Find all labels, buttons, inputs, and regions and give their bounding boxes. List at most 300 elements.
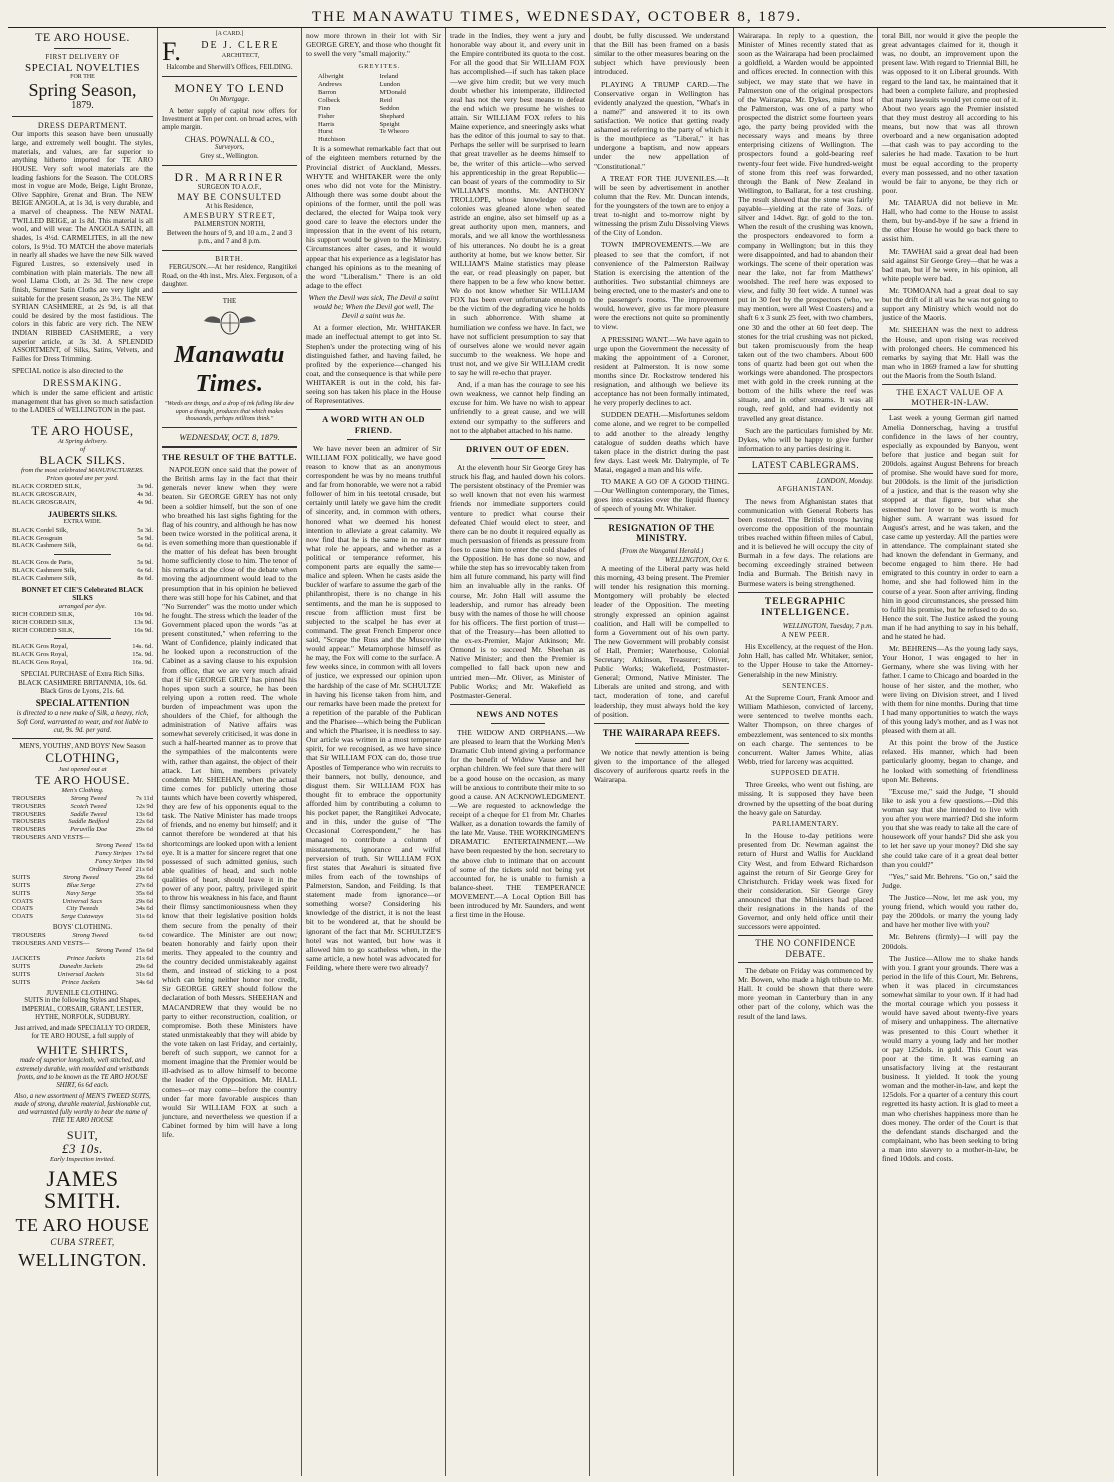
ad-bonnet: BONNET ET CIE'S Celebrated BLACK SILKS xyxy=(21,586,144,603)
article-heading-news: NEWS AND NOTES xyxy=(476,708,559,719)
price-desc: City Tweeds xyxy=(66,905,99,913)
divider xyxy=(738,592,873,593)
greyite-name: M'Donald xyxy=(379,88,406,96)
ad-clere-address: Halcombe and Sherwill's Offices, FEILDING. xyxy=(166,63,293,71)
parliamentary-heading: PARLIAMENTARY. xyxy=(772,819,839,828)
divider xyxy=(162,76,297,77)
price-desc xyxy=(90,940,153,948)
price-row xyxy=(12,611,153,619)
divider xyxy=(12,116,153,117)
ad-just-arrived: Just arrived, and made SPECIALLY TO ORDER, for TE ARO HOUSE, a full supply of xyxy=(14,1024,151,1041)
debate-tomoana: Mr. TOMOANA had a great deal to say but the drift of it all was he was not going to support any Ministry which would not do justice of the Maoris. xyxy=(882,285,1018,323)
greyite-name: Reid xyxy=(379,96,392,104)
resignation-dateline: WELLINGTON, Oct 6. xyxy=(664,555,729,564)
price-desc: Saddle Bedford xyxy=(68,818,109,826)
price-value: 29s 6d xyxy=(135,897,153,905)
price-label: COATS xyxy=(12,897,33,905)
price-row xyxy=(12,651,153,659)
price-label: BLACK CORDED SILK, xyxy=(12,483,82,491)
price-value: 6s 6d. xyxy=(137,567,153,575)
article-reefs-p2: Such are the particulars furnished by Mr. Dykes, who will be happy to give further information to any parties desiring it. xyxy=(738,425,873,453)
price-desc: Strong Tweed xyxy=(70,794,107,802)
price-label: TROUSERS AND VESTS— xyxy=(12,939,90,947)
ad-james-smith: JAMES SMITH. xyxy=(44,1166,121,1213)
divider xyxy=(450,439,585,440)
price-label: BLACK GROSGRAIN, xyxy=(12,491,77,499)
article-battle-continued: now more thrown in their lot with Sir GEORGE GREY, and those who thought fit to swell the very "small majority." xyxy=(306,31,441,59)
price-row xyxy=(12,913,153,921)
price-desc: Prince Jackets xyxy=(61,979,101,987)
price-desc: Peruvilla Doe xyxy=(70,826,108,834)
price-value: 5s 9d. xyxy=(137,534,153,542)
greyite-name: Hutchison xyxy=(318,136,346,144)
ad-te-aro-house-3: TE ARO HOUSE. xyxy=(35,772,130,787)
price-row xyxy=(12,818,153,826)
price-list-b xyxy=(12,527,153,551)
greyite-name: Speight xyxy=(379,120,400,128)
price-value: 35s 6d xyxy=(135,889,153,897)
ad-jauberts: JAUBERTS SILKS. xyxy=(47,509,118,519)
ad-inspection: Early Inspection invited. xyxy=(49,1156,115,1164)
ad-boys: BOYS' CLOTHING. xyxy=(52,923,113,932)
price-row xyxy=(12,567,153,575)
greyite-name: Hurst xyxy=(318,128,333,136)
price-label: BLACK Gros Royal, xyxy=(12,643,68,651)
paper-motto: "Words are things, and a drop of ink falling like dew upon a thought, produces that which makes thousands, perhaps millions think." xyxy=(164,400,295,423)
ad-mens-clothing: Men's Clothing. xyxy=(61,786,104,794)
divider xyxy=(54,638,110,639)
price-row xyxy=(12,971,153,979)
divider xyxy=(54,554,110,555)
price-value: 15s 6d xyxy=(135,842,153,850)
mother-in-law-body: Last week a young German girl named Amelia Donnerschag, having a trustful confidence in the laws of her country, especially as expounded by Banyou, went before that justice and began suit for 200dols. against August Behrens for breach of promise. She would have sued for more, but 200dols. is the limit of the jurisdiction of a justice, and that is the reason why she stopped at that figure, but what she esteemed her lover to be worth is much higher sum. A warrant was issued for August's arrest, and he was taken, and the case came up yesterday. All the parties were in attendance. The complainant stated she had known the defendant in Germany, and become engaged to him there. He had emigrated to this country in order to earn a home, and she had followed him in the course of a year. Soon after arriving, finding him in good circumstances, she pressed him to fulfil his promise, but he refused to do so. Hence the suit. The Justice asked the young man if he had anything to say in his behalf, and he stated he had. xyxy=(882,413,1018,642)
ad-clere-name: DE J. CLERE xyxy=(201,40,280,52)
paper-title-the: THE xyxy=(222,297,237,306)
ad-dressmaking: DRESSMAKING. xyxy=(42,378,123,389)
price-value: 21s 6d xyxy=(135,865,153,873)
price-label: RICH CORDED SILK, xyxy=(12,610,75,618)
price-value: 3s 9d. xyxy=(137,483,153,491)
cable-sub: AFGHANISTAN. xyxy=(777,485,834,494)
resignation-source: (From the Wanganui Herald.) xyxy=(619,547,704,556)
debate-sheehan: Mr. SHEEHAN was the next to address the House, and upon rising was received with prolonged cheers. He commenced his remarks by saying that Mr. Hall was the man who in 1869 framed a law for shutting out the Maoris from the South Island. xyxy=(882,325,1018,380)
price-label: TROUSERS xyxy=(12,810,46,818)
ad-pownall-address: Grey st., Wellington. xyxy=(200,152,259,161)
price-row xyxy=(12,811,153,819)
price-value: 29s 6d xyxy=(135,826,153,834)
column-7 xyxy=(878,28,1022,1476)
mother-in-law-p10: The Justice—Now, let me ask you, my young friend, which would you rather do, pay the 200dols. or marry the young lady and have her mother live with you? xyxy=(882,893,1018,930)
price-desc: Strong Tweed xyxy=(63,873,99,881)
price-row xyxy=(12,890,153,898)
price-value: 17s 6d xyxy=(135,850,153,858)
price-value: 5s 3d. xyxy=(137,526,153,534)
price-row xyxy=(12,858,153,866)
divider xyxy=(594,518,729,519)
ad-wellington: WELLINGTON. xyxy=(18,1250,147,1270)
ad-spring-season: Spring Season, xyxy=(28,79,137,100)
no-confidence-body: The debate on Friday was commenced by Mr. Bowen, who made a high tribute to Mr. Hall. It could be shown that there were more yeoman in Canterbury than in any other part of the colony, which was the result of the land laws. xyxy=(738,965,873,1021)
ad-white-shirts-body: made of superior longcloth, well stitched, and extremely durable, with moulded and wristbands fronts, and to be known as the TE ARO HOUSE SHIRT, 6s 6d each. xyxy=(16,1057,149,1089)
greyite-name: Shephard xyxy=(379,112,405,120)
price-desc: Fancy Stripes xyxy=(95,858,132,866)
mother-in-law-p11: Mr. Behrens (firmly)—I will pay the 200dols. xyxy=(882,932,1018,951)
greyite-name: Ireland xyxy=(379,73,399,81)
ad-first-delivery: FIRST DELIVERY OF xyxy=(45,53,120,62)
price-value: 31s 6d xyxy=(135,971,153,979)
price-row xyxy=(12,527,153,535)
ad-just-opened: Just opened out at xyxy=(58,765,107,773)
article-heading-mother-in-law: THE EXACT VALUE OF A MOTHER-IN-LAW. xyxy=(882,384,1018,410)
divider xyxy=(635,743,689,744)
ad-for-the: FOR THE xyxy=(70,73,95,80)
ad-suit-price: £3 10s. xyxy=(61,1140,104,1156)
price-label: BLACK Grosgrain xyxy=(12,534,63,542)
price-label: TROUSERS xyxy=(12,802,46,810)
ad-te-aro-house-2: TE ARO HOUSE, xyxy=(31,423,134,438)
price-desc: Strong Tweed xyxy=(72,931,109,939)
price-desc xyxy=(90,834,153,842)
ad-dr-street: AMESBURY STREET, xyxy=(183,211,276,221)
ad-card-label: [A CARD.] xyxy=(215,31,244,37)
ad-te-aro-title: TE ARO HOUSE. xyxy=(35,30,130,44)
greyite-name: Colbeck xyxy=(318,96,340,104)
column-5 xyxy=(590,28,734,1476)
divider xyxy=(54,419,110,420)
divider xyxy=(450,704,585,705)
column-1-advertisement xyxy=(8,28,158,1476)
divider xyxy=(162,165,297,166)
price-row xyxy=(12,491,153,499)
columns xyxy=(8,28,1106,1476)
mother-in-law-p7: At this point the brow of the Justice relaxed. His manner, which had been particularly gloomy, began to change, and he looked with something of friendliness upon Mr. Behrens. xyxy=(882,738,1018,784)
paper-dateline: WEDNESDAY, OCT. 8, 1879. xyxy=(179,431,280,442)
article-verse: When the Devil was sick, The Devil a saint would be; When the Devil got well, The Devil a saint was he. xyxy=(308,293,439,321)
price-value: 18s 9d xyxy=(135,858,153,866)
debate-continued: toral Bill, nor would it give the people the great advantages claimed for it, though it was, no doubt, an improvement upon the present law. With regard to Triennial Bill, he was opposed to it on Liberal grounds. With regard to the land tax, he maintained that it had been a complete failure, and prophesied that many lawsuits would yet come out of it. About two years ago the Premier insisted that they must destroy all according to his means, but now that was all thrown overboard and a new organisation adopted—that cash was to pay according to the saleries he had made. Taxation to be hurt must be equal according to the property every man possessed, and no other taxation would be fair to anyone, be they rich or poor. xyxy=(882,31,1018,195)
price-value: 6s 6d xyxy=(138,931,153,939)
ad-special-notice: SPECIAL notice is also directed to the xyxy=(12,366,124,375)
price-list-e xyxy=(12,643,153,667)
news-good-thing: TO MAKE A GO OF A GOOD THING.—Our Wellington contemporary, the Times, goes into ecstasies over the liquid fluency of speech of young Mr. Whitaker. xyxy=(594,477,729,514)
ad-special-purchase: SPECIAL PURCHASE of Extra Rich Silks. BLACK CASHMERE BRITANNIA, 10s. 6d. Black Gros de Lyons, 21s. 6d. xyxy=(18,670,147,695)
price-row xyxy=(12,963,153,971)
price-value: 22s 6d xyxy=(135,818,153,826)
divider xyxy=(347,439,401,440)
divider xyxy=(306,409,441,410)
price-row xyxy=(12,499,153,507)
divider xyxy=(162,427,297,428)
price-row xyxy=(12,947,153,955)
ad-dress-department: DRESS DEPARTMENT. xyxy=(37,120,128,130)
price-label: BLACK Gros Royal, xyxy=(12,659,68,667)
price-row xyxy=(12,842,153,850)
greyites-list xyxy=(306,61,441,144)
debate-taiarua: Mr. TAIARUA did not believe in Mr. Hall, who had come to the House to assist them, but by-and-bye if he saw a friend in the other House he would go back there to assist him. xyxy=(882,197,1018,244)
masthead xyxy=(8,6,1106,28)
article-heading-reefs: THE WAIRARAPA REEFS. xyxy=(602,727,721,738)
greyite-name: Allwright xyxy=(318,73,344,81)
price-label: BLACK Cordel Silk, xyxy=(12,526,68,534)
ad-special-attention-body: is directed to a new make of Silk, a heavy, rich, Soft Cord, warranted to wear, and not liable to cut, 9s. 9d. per yard. xyxy=(16,709,149,734)
birth-heading: BIRTH. xyxy=(215,254,244,263)
price-label: BLACK GROSGRAIN, xyxy=(12,498,77,506)
price-row xyxy=(12,850,153,858)
price-value: 34s 6d xyxy=(135,905,153,913)
column-2 xyxy=(158,28,302,1476)
article-news-body: THE WIDOW AND ORPHANS.—We are pleased to learn that the Working Men's Dramatic Club intend giving a performance for the benefit of Widow Vause and her orphan children. We feel sure that there will be a good house on the occasion, as many will be anxious to contribute their mite to so good a cause. AN ACKNOWLEDGMENT.—We are requested to acknowledge the receipt of a cheque for £1 from Mr. Charles Walker, as a donation towards the family of the late Mr. Vause. THE WORKINGMEN'S DRAMATIC ENTERTAINMENT.—We have been requested by the hon. secretary to the above club to intimate that on account of some of the tickets sold not being yet accounted for, he is unable to furnish a balance-sheet. THE TEMPERANCE MOVEMENT.—A Local Option Bill has been introduced by Mr. Saunders, and went a first time in the House. xyxy=(450,728,585,920)
tel-body: His Excellency, at the request of the Hon. John Hall, has called Mr. Whitaker, senior, to the Upper House to take the Attorney-Generalship in the new Ministry. xyxy=(738,642,873,679)
divider xyxy=(162,250,297,251)
price-row xyxy=(12,932,153,940)
divider xyxy=(12,738,153,739)
ad-jauberts-sub: EXTRA WIDE. xyxy=(63,519,102,526)
price-row xyxy=(12,979,153,987)
price-desc: Dunedin Jackets xyxy=(59,963,103,971)
ad-dressmaking-body: which is under the same efficient and artistic management that has given so much satisfaction to the LADIES of WELLINGTON in the past. xyxy=(12,389,153,415)
ad-pownall: CHAS. POWNALL & CO., xyxy=(184,134,275,144)
price-row xyxy=(12,643,153,651)
divider xyxy=(162,446,297,448)
price-row xyxy=(12,619,153,627)
price-row xyxy=(12,882,153,890)
price-desc: Strong Tweed xyxy=(95,947,132,955)
price-row xyxy=(12,826,153,834)
greyite-name: Finn xyxy=(318,104,331,112)
price-row xyxy=(12,535,153,543)
ad-dr-consult: MAY BE CONSULTED xyxy=(177,192,282,203)
ad-bonnet-sub: arranged per dye. xyxy=(58,602,107,610)
price-label: BLACK Cashmere Silk, xyxy=(12,567,77,575)
news-town-improvements: TOWN IMPROVEMENTS.—We are pleased to see that the comfort, if not convenience of the Palmerston Railway Station is exercising the attention of the authorities. Two substantial chimneys are being erected, one to the master's and one to the passenger's rooms. The improvement would, however, give us far more pleasure were the erections not quite so prominently to view. xyxy=(594,240,729,332)
tel-dateline: WELLINGTON, Tuesday, 7 p.m. xyxy=(782,622,873,631)
price-row xyxy=(12,905,153,913)
price-value: 16s 9d. xyxy=(133,626,153,634)
price-label: SUITS xyxy=(12,873,31,881)
article-reefs-body: We notice that newly attention is being given to the importance of the alleged discovery of auriferous quartz reefs in the Wairarapa. xyxy=(594,747,729,784)
greyite-name: Harris xyxy=(318,120,335,128)
price-label: COATS xyxy=(12,905,33,913)
ad-year: 1879. xyxy=(71,99,94,111)
ad-cuba-street: CUBA STREET, xyxy=(50,1237,115,1247)
article-heading-resignation: RESIGNATION OF THE MINISTRY. xyxy=(608,522,715,544)
price-row xyxy=(12,874,153,882)
ad-of: of xyxy=(79,446,86,454)
article-heading-cablegrams: LATEST CABLEGRAMS. xyxy=(738,457,873,474)
greyite-name: Fisher xyxy=(318,112,335,120)
divider xyxy=(594,723,729,724)
masthead-crest-icon xyxy=(200,309,260,337)
price-row xyxy=(12,955,153,963)
ad-juvenile: JUVENILE CLOTHING. xyxy=(46,989,119,997)
ad-dr-name: DR. MARRINER xyxy=(174,169,285,184)
article-heading-no-confidence: THE NO CONFIDENCE DEBATE. xyxy=(738,935,873,963)
price-label: SUITS xyxy=(12,963,31,971)
news-sudden-death: SUDDEN DEATH.—Misfortunes seldom come alone, and we regret to be compelled to add another to the already lengthy catalogue of sudden deaths which have taken place in the district during the past few days. Last week Mr. Dalrymple, of Te Matai, engaged a man and his wife. xyxy=(594,410,729,475)
column-6 xyxy=(734,28,878,1476)
price-label: SUITS xyxy=(12,889,31,897)
price-value: 5s 9d. xyxy=(137,559,153,567)
ad-clothing: CLOTHING, xyxy=(45,750,120,766)
ad-black-silks: BLACK SILKS. xyxy=(39,453,126,468)
price-value: 12s 9d xyxy=(135,802,153,810)
greyite-name xyxy=(380,136,442,144)
news-trump-card: PLAYING A TRUMP CARD.—The Conservative organ in Wellington has evidently analyzed the question, "What's in a name?" and answered it to its own satisfaction. We notice that getting ready ashamed as referring to the party of which it is the mouthpiece as "Liberal," it has undergone a baptism, and now appears under the new appellation of "Constitutional." xyxy=(594,79,729,171)
divider xyxy=(162,292,297,293)
ad-clere-initial: F. xyxy=(162,40,181,64)
price-desc: Prince Jackets xyxy=(66,955,106,963)
price-row xyxy=(12,483,153,491)
price-value: 7s 11d xyxy=(135,794,153,802)
ad-spring-delivery: At Spring delivery. xyxy=(57,438,108,446)
price-label: SUITS xyxy=(12,979,31,987)
divider xyxy=(491,723,545,724)
price-value: 10s 9d. xyxy=(133,610,153,618)
price-value: 8s 6d. xyxy=(137,575,153,583)
paper-title: Manawatu Times. xyxy=(174,341,285,397)
price-label: TROUSERS xyxy=(12,818,46,826)
column-4 xyxy=(446,28,590,1476)
ad-black-silks-sub: from the most celebrated MANUFACTURERS. Prices quoted are per yard. xyxy=(21,467,144,483)
greyite-name: Andrews xyxy=(318,81,342,89)
price-label: BLACK Cashmere Silk, xyxy=(12,575,77,583)
price-value: 16s. 9d. xyxy=(132,659,153,667)
mother-in-law-p8: "Excuse me," said the Judge, "I should like to ask you a few questions.—Did this woman say that she intended to live with you after you were married? Did she inform you that she was ready to take all the care of housework off your hands? Did she ask you to let her save up your money? Did she say she could take care of it a great deal better than you could?" xyxy=(882,786,1018,869)
price-row xyxy=(12,659,153,667)
article-word-body: We have never been an admirer of Sir WILLIAM FOX politically, we have good reason to know that as an anonymous correspondent he was by no means truthful and far from honorable, we were not a rabid follower of him in his teetotal crusade, but certainly until lately we gave him the credit of sincerity, and, in common with others, honored what we deemed his honest intention to alleviate a great calamity. We now find that he is the same in no matter what role he appears, and whether as a political or temperance reformer, his component parts are equally the same—malice and spleen. When he casts aside the buckler of warfare to assume the garb of the philanthropist, there is no change in his sentiments, and the man he is supposed to rescue from affliction must first be subjected to the scalpel he has ever at command. The great French Emperor once said, "Scrape the Russ and the Muscovite would appear." Metamorphose himself as he may, the Fox will come to the surface. A few weeks since, in common with all lovers of justice, we expressed our opinion upon the hardship of the case of Mr. SCHULTZE in having his license taken from him, and our remarks have been made the pretext for a repetition of the parable of the Publican and the Pharisee—which being the Publican and which the Pharisee, it is needless to say. Our article was written in a most temperate spirit, for we recognised, as we have since that Sir WILLIAM FOX can do, those true Apostles of Temperance who win recruits to their banners, not bully, denounce, and disgust them. Sir WILLIAM FOX has thought fit to embrace the opportunity afforded him by contributing a column to his pocket paper, the Rangitikei Advocate, and in this, under the guise of "The Occasional Correspondent," he has managed to contribute a column of misstatements, ignorance and wilful perversion of truth. Sir WILLIAM FOX first states that Awahuri is situated five miles from each of the townships of Palmerston, Sandon, and Feilding. Is that statement made from ignorance—or something worse? Considering his knowledge of the district, it is not the least bit to be wondered at, that he should be ignorant of the fact that Mr. SCHULTZE'S hotel was not wanted, but how was it allowed him to go scatheless when, in the same article, a new hotel was advocated for Feilding, where there were two already? xyxy=(306,443,441,972)
price-value: 14s. 6d. xyxy=(132,643,153,651)
divider xyxy=(54,48,110,49)
divider xyxy=(491,458,545,459)
greyite-name: Te Wheoro xyxy=(379,128,409,136)
price-label: SUITS xyxy=(12,971,31,979)
article-battle-p2: It is a somewhat remarkable fact that out of the eighteen members returned by the Provincial district of Auckland, Messrs. WHYTE and WHITAKER were the only ones who did not vote for the Ministry. Although there was some doubt about the opinions of the former, until the poll was declared, the elected for Waipa took very good care to leave the electors under the impression that in the event of his return, his support would be given to the Ministry. Circumstances alter cases, and it would appear that his experience as a legislator has changed his opinions as to the meaning of the word "Liberalism." There is an old adage to the effect xyxy=(306,144,441,290)
news-juveniles: A TREAT FOR THE JUVENILES.—It will be seen by advertisement in another column that the Rev. Mr. Duncan intends, for the youngsters of the town are to enjoy a treat to-night and to-morrow night by witnessing the prism Zulu Dissolving Views of the City of London. xyxy=(594,173,729,238)
ad-special-attention: SPECIAL ATTENTION xyxy=(35,698,130,709)
price-value: 4s 3d. xyxy=(137,491,153,499)
price-list-a xyxy=(12,483,153,507)
ad-clere-title: ARCHITECT, xyxy=(221,52,260,60)
price-desc: Universal Jackets xyxy=(57,971,105,979)
price-desc: Serge Cutaways xyxy=(61,913,104,921)
greyite-name: Barron xyxy=(318,88,337,96)
article-battle-body: NAPOLEON once said that the power of the British arms lay in the fact that their generals never knew when they were beaten. Sir GEORGE GREY has not only been a soldier himself, but the son of one who breathed his last sighs fighting for the flag of his country, and although he has now been twice worsted in the political arena, it is even something more than questionable if the matter of his defeat has been brought home sufficiently close to him. The tenor of his remarks at the close of the debate when moving the adjournment would lead to the presumption that in his opinion he believed there was still hope for his Cabinet, and that "No Surrender" was the motto under which he fought. The stress which the leader of the Government placed upon the words "as at present constituted," when referring to the Want of Confidence, plainly indicated that he looked upon a reconstruction of the Cabinet as a saving clause to his expulsion from office, that we are very much afraid that if Sir GEORGE GREY has pinned his hopes upon such a source, he has been relying upon a rotten reed. The whole burden of impeachment was upon the shoulders of the Chief, for although the administration of Native affairs was somewhat severely criticised, it was done in such a half-hearted manner as to prove that the sympathies of the malcontents were with, rather than against, the object of their attack. Let him, members privately condemn Mr. SHEEHAN, when the actual time comes for publicly uttering those taunts which have been covertly whispered, they are few of his opponents equal to the task. The Native Minister has made troops of friends, and no enemy but himself; and it cannot therefore be wondered at that his shortcomings are looked upon with a lenient eye. It is a matter for sincere regret that one possessed of such admitted genius, such able qualities of head, and such noble qualities of heart, should leave it in the power of any poor, paltry, privileged spirit to throw his weakness in his face, and flaunt their flimsy sanctimoniousness when they know that their legislative position holds them secure from the penalty of their cowardice. The Minister are out now; beaten honorably and fairly upon their merits. They appealed to the country and the country decided unmistakeably against them, and instead of sticking to a post which can bring neither honor nor credit, Sir GEORGE GREY should follow the declaration of both Messrs. SHEEHAN and MACANDREW that they would be no party to either reconstruction, coalition, or compromise. Both these Ministers have stated unmistakeably that they will abide by the vote taken on last Friday, and certainly, bereft of such support, we cannot for a moment imagine that the Premier would be ill-advised as to allow himself to become the leader of the Opposition. Mr. HALL comes—or may come—before the country under far more favorable auspices than would Sir WILLIAM FOX at such a juncture, and nevertheless we question if a Cabinet formed by him will have a long life. xyxy=(162,465,297,1140)
price-value: 6s 6d. xyxy=(137,542,153,550)
death-body: Three Greeks, who went out fishing, are missing. It is supposed they have been drowned by the upsetting of the boat during the heavy gale on Saturday. xyxy=(738,780,873,817)
ad-dr-hours: Between the hours of 9, and 10 a.m., 2 and 3 p.m., and 7 and 8 p.m. xyxy=(166,229,293,246)
sentences-heading: SENTENCES. xyxy=(782,681,829,690)
price-label: JACKETS xyxy=(12,955,41,963)
price-desc: Ordinary Tweed xyxy=(88,865,132,873)
price-label: BLACK Gros Royal, xyxy=(12,651,68,659)
ad-white-shirts: WHITE SHIRTS, xyxy=(36,1043,129,1058)
birth-notice: FERGUSON.—At her residence, Rangitikei Road, on the 4th inst., Mrs. Alex. Ferguson, of a daughter. xyxy=(162,263,298,289)
masthead-title: THE MANAWATU TIMES, WEDNESDAY, OCTOBER 8, 1879. xyxy=(311,9,803,25)
ad-te-aro-house-footer: TE ARO HOUSE xyxy=(15,1215,150,1235)
ad-money-title: MONEY TO LEND xyxy=(174,80,285,95)
price-value: 13s 9d. xyxy=(133,618,153,626)
price-value: 4s 9d. xyxy=(137,498,153,506)
news-continued: doubt, be fully discussed. We understand that the Bill has been framed on a basis similar to the other measures bearing on the subject which have previously been introduced. xyxy=(594,31,729,77)
price-desc: Saddle Tweed xyxy=(70,810,107,818)
article-word-p2: And, if a man has the courage to see his own weakness, we cannot help finding an excuse for him. We have no wish to appear unfriendly to a great cause, and we will extend our sympathy to the sufferers and not to the alphabet attached to his name. xyxy=(450,380,585,435)
article-word-continued: trade in the Indies, they went a jury and honorable way about it, and every unit in the Empire contributed its quota to the cost. For all the good that Sir WILLIAM FOX has accomplished—if such has taken place—we give him credit; but we very much doubt whether his intemperate, illdirected zeal has not the very best means to defeat the end which we presume he wishes to attain. Sir WILLIAM FOX refers to his Maine experience, and sneeringly asks what has the editor of this journal to say to that. Perhaps the seller will be surprised to learn that great traveller as he deems himself to be, the writer of this article—who served his apprenticeship in the great Republic—can boast of years of the commodity to Sir WILLIAM'S months. Mr. ANTHONY TROLLOPE, whose knowledge of the colonies was gleaned alone when seated astride an engine, also set himself up as a great authority upon men, manners, and morals, and we all know the worthlessness of his utterances. No doubt he is a great authority at home, but we know better. Sir WILLIAM'S Maine statistics may please the ear, or read pleasingly on paper, but there happen to be a few who know better. We do not know whether Sir WILLIAM FOX has been ever unfortunate enough to be the victim of the degrading vice he holds in such abhorrence. With shame at humiliation we confess we have. In fact, we have not sufficient presumption to say that of ourselves alone we would never again succumb to the weakness. We hope and trust not, and we give Sir WILLIAM credit to say he will re-echo that prayer. xyxy=(450,31,585,378)
ad-juvenile-body: SUITS in the following Styles and Shapes, IMPERIAL, CORSAIR, GRANT, LESTER, HYTHE, NORFOLK, SUDBURY. xyxy=(21,997,144,1021)
article-battle-p3: At a former election, Mr. WHITAKER made an ineffectual attempt to get into St. Stephen's under the protecting wing of his distinguished father, and having failed, he profited by the experience—changed his coat, and the consequence is that while pere WHITAKER is out in the cold, his far-seeing son has taken his place in the House of Representatives. xyxy=(306,323,441,406)
debate-tawhai: Mr. TAWHAI said a great deal had been said against Sir George Grey—that he was a bad man, but if he were, in his opinion, all white people were bad. xyxy=(882,246,1018,283)
price-row xyxy=(12,803,153,811)
article-reefs-continued: Wairarapa. In reply to a question, the Minister of Mines recently stated that as soon as the Wairarapa had been proclaimed a goldfield, a Warden would be appointed and offices erected. In connection with this subject, we may state that we have in Palmerston one of the original prospectors of the Wairarapa. Mr. Dykes, mine host of the Palmerston, was one of a party who prospected the district some fourteen years ago, the party being provided with the necessary ways and means by three enterprising citizens of Wellington. The prospectors found a gold-bearing reef twenty-four feet wide. Five hundred-weight of stone from this reef was forwarded, through the Bank of New Zealand in Wellington, to Ballarat, for a test crushing. The result showed that the stone was fairly payable—yielding at the rate of 3ozs. of silver and 14dwt. 8gr. of gold to the ton. When the result of the crushing was known, the prospectors endeavored to form a company in Wellington; but in this they were disappointed, and had to abandon their workings. The scene of their operation was near the lake, not far from Matthews' woolshed. The reef here was exposed to view, and fully 30 feet wide. A tunnel was put in 30 feet by the prospectors (who, we may mention, were all West Coasters) and a shaft 6 x 3 sunk 25 feet, with two chambers, one 30 and the other at 60 feet deep. The stones for the trial crushing was not picked, but taken promiscuously from the heap taken out of the two chambers. About 600 tons of quartz had been got out when the workings were abandoned. The prospectors met with gold in the creek running at the bottom of the hills where the reef was situate, and in other streams. It was all rough, reef gold, and had evidently not travelled any great distance. xyxy=(738,31,873,423)
price-label: RICH CORDED SILK, xyxy=(12,626,75,634)
article-heading-word: A WORD WITH AN OLD FRIEND. xyxy=(322,414,425,435)
ad-also: Also, a new assortment of MEN'S TWEED SUITS, made of strong, durable material, fashionable cut, and warranted fully worthy to bear the name of THE TE ARO HOUSE xyxy=(14,1092,151,1125)
mother-in-law-p9: "Yes," said Mr. Behrens. "Go on," said the Judge. xyxy=(882,871,1018,890)
tel-sub: A NEW PEER. xyxy=(781,630,830,639)
greyite-name: Lundon xyxy=(379,81,401,89)
news-pressing-want: A PRESSING WANT.—We have again to urge upon the Government the necessity of making the appointment of a Coroner, resident at Palmerston. It is now some months since Dr. Rockstrow tendered his resignation, and although we believe its acceptance has not been formally intimated, he very properly declines to act. xyxy=(594,334,729,408)
price-value: 27s 6d xyxy=(135,881,153,889)
price-row xyxy=(12,834,153,842)
price-label: BLACK Cashmere Silk, xyxy=(12,542,77,550)
price-row xyxy=(12,627,153,635)
ad-money-body: A better supply of capital now offers for Investment at Ten per cent. on broad acres, with ample margin. xyxy=(162,106,297,132)
greyites-title: GREYITES. xyxy=(358,63,401,71)
price-value: 13s 6d xyxy=(135,810,153,818)
price-row xyxy=(12,898,153,906)
price-row xyxy=(12,542,153,550)
price-value: 31s 6d xyxy=(135,913,153,921)
price-list-d xyxy=(12,611,153,635)
price-label: TROUSERS xyxy=(12,826,46,834)
price-value: 15s 6d xyxy=(135,947,153,955)
price-label: COATS xyxy=(12,913,33,921)
clothing-price-list xyxy=(12,795,153,922)
price-value: 15s. 9d. xyxy=(132,651,153,659)
price-label: TROUSERS xyxy=(12,931,46,939)
column-3 xyxy=(302,28,446,1476)
price-label: TROUSERS xyxy=(12,794,46,802)
sentences-body: At the Supreme Court, Frank Amoor and William Mathieson, convicted of larceny, were sentenced to twelve months each. Walter Thompson, on three charges of embezzlement, was sentenced to six months on each charge. The sentences to be concurrent. Walter James White, alias Webb, tried for larceny was acquitted. xyxy=(738,693,873,766)
greyite-name: Seddon xyxy=(379,104,400,112)
ad-pownall-sub: Surveyors, xyxy=(215,144,244,152)
price-desc: Fancy Stripes xyxy=(95,850,132,858)
price-value: 21s 6d xyxy=(135,955,153,963)
price-label: RICH CORDED SILK, xyxy=(12,618,75,626)
boys-price-list xyxy=(12,932,153,987)
ad-mens: MEN'S, YOUTHS', AND BOYS' New Season xyxy=(19,743,146,751)
price-value: 29s 6d xyxy=(135,873,153,881)
price-desc: Scotch Tweed xyxy=(70,802,107,810)
price-row xyxy=(12,866,153,874)
mother-in-law-p6: Mr. BEHRENS—As the young lady says, Your Honor, I was engaged to her in Germany, where she was living with her father. I came to Chicago and boarded in the house of her sister, and the mother, who were living on Division street, and I lived with them for nine months. During that time I had many opportunities to watch the ways of this young lady's mother, and as I was not pleased with them at all. xyxy=(882,644,1018,736)
price-list-c xyxy=(12,559,153,583)
price-label: BLACK Gros de Paris, xyxy=(12,559,74,567)
cable-body: The news from Afghanistan states that communication with General Roberts has been restored. The British troops having overcome the opposition of the mountain tribes reached within fifteen miles of Cabul, and it is believed he will occupy the city of Burmah in a few days. The relations are becoming exceedingly strained between India and Burmah. The British navy in Burmese waters is being strengthened. xyxy=(738,496,873,588)
article-heading-eden: DRIVEN OUT OF EDEN. xyxy=(465,443,569,454)
death-heading: SUPPOSED DEATH. xyxy=(771,768,840,777)
price-value: 34s 6d xyxy=(135,979,153,987)
price-row xyxy=(12,795,153,803)
price-value: 29s 6d xyxy=(135,963,153,971)
price-desc: Universal Sacs xyxy=(62,897,103,905)
price-desc: Navy Serge xyxy=(65,889,96,897)
price-label: TROUSERS AND VESTS— xyxy=(12,834,90,842)
ad-special-novelties: SPECIAL NOVELTIES xyxy=(25,61,140,74)
ad-suit: SUIT, xyxy=(66,1127,99,1142)
price-desc: Strong Tweed xyxy=(95,842,132,850)
price-row xyxy=(12,559,153,567)
mother-in-law-p12: The Justice—Allow me to shake hands with you. I grant your grounds. There was a period in the life of this Court, Mr. Behrens, when it was placed in circumstances somewhat similar to your own. If it had had the mortal courage which you possess it would have saved about twenty-five years of misery and unhappiness. The alternative was presented to this Court whether it would marry a young lady and her mother or pay 125dols. in gold. This Court was poor at the time. It was earning an unsatisfactory living at the restaurant business. It yielded. It took the young woman and the mother-in-law, and kept the 125dols. For a quarter of a century this court regretted its hasty action. It is glad to meet a man who cherishes happiness more than he does money. The order of the Court is that the defendant stands discharged and the complainant, who has been seeking to bring a man into slavery to a mother-in-law, be fined 10dols. and costs. xyxy=(882,953,1018,1164)
